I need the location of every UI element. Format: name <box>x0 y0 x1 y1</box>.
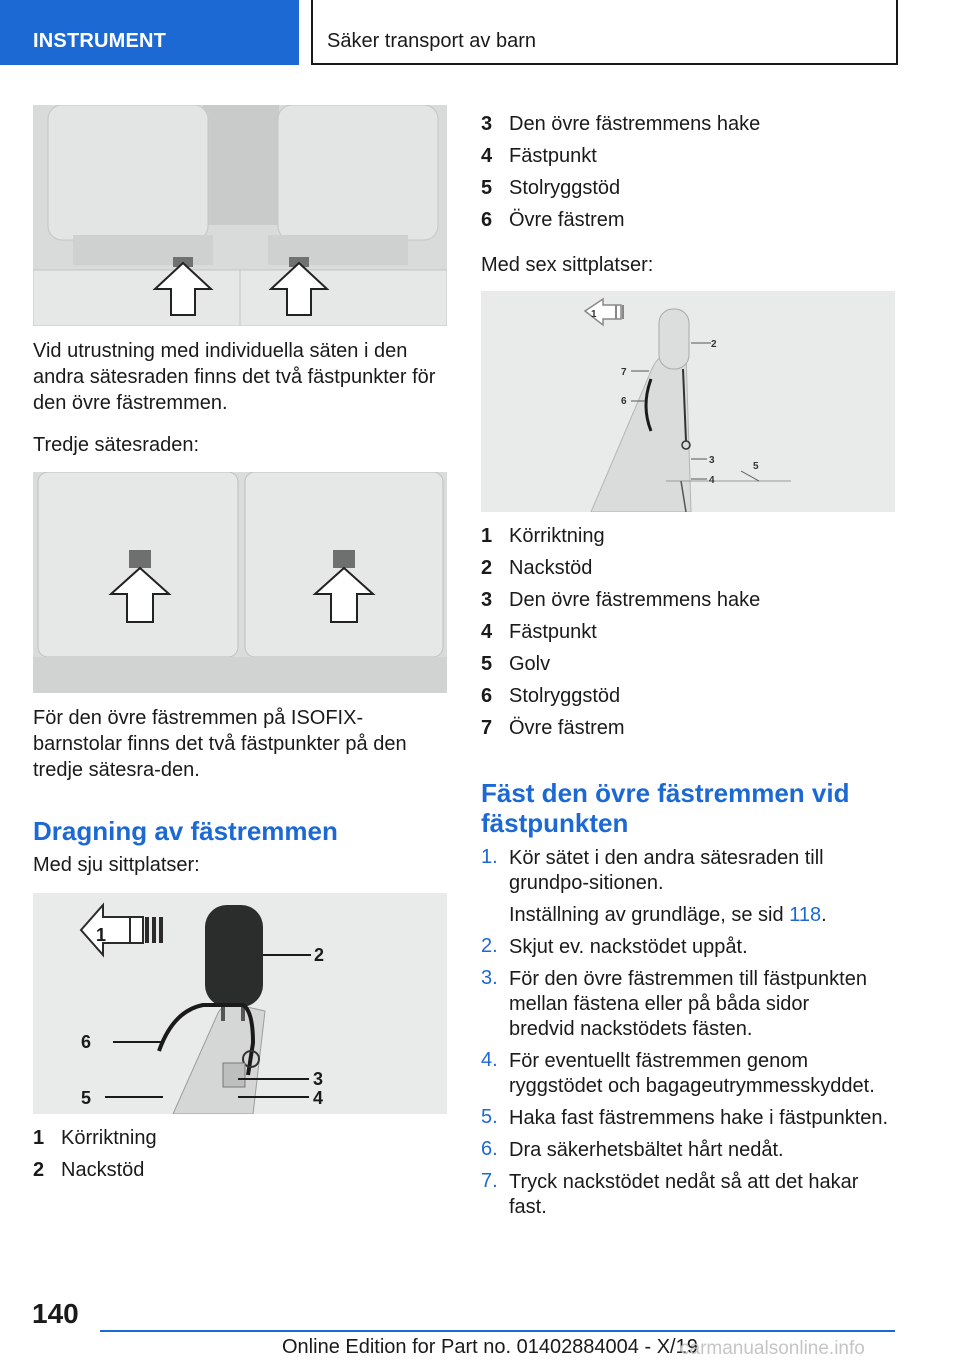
legend-number: 3 <box>481 589 493 611</box>
legend-label: Stolryggstöd <box>509 177 621 199</box>
step-1-note-text: Inställning av grundläge, se sid <box>509 904 790 926</box>
heading-attach: Fäst den övre fästremmen vid fästpunkten <box>481 778 850 838</box>
step-number: 5. <box>481 1106 498 1128</box>
fig6-label-6: 6 <box>621 396 627 407</box>
step-1-note <box>509 903 899 928</box>
legend-label: Fästpunkt <box>509 145 597 167</box>
legend-label: Nackstöd <box>509 557 593 579</box>
legend-label: Övre fästrem <box>509 209 625 231</box>
fig6-label-2: 2 <box>711 339 717 350</box>
legend-number: 6 <box>481 209 493 231</box>
footer-edition: Online Edition for Part no. 01402884004 - X/19 <box>282 1336 698 1358</box>
legend-number: 7 <box>481 717 493 739</box>
header-title-box <box>311 0 898 65</box>
step-number: 4. <box>481 1049 498 1071</box>
legend-number: 4 <box>481 145 493 167</box>
legend-number: 4 <box>481 621 493 643</box>
fig6-label-5: 5 <box>753 461 759 472</box>
step-text: Kör sätet i den andra sätesraden till grundpo-sitionen. <box>509 847 824 894</box>
legend-number: 1 <box>33 1127 45 1149</box>
figure-six-seats <box>481 291 895 512</box>
legend-number: 5 <box>481 177 493 199</box>
legend-number: 1 <box>481 525 493 547</box>
fig7-label-4: 4 <box>313 1088 324 1108</box>
step-number: 7. <box>481 1170 498 1192</box>
step-text: För eventuellt fästremmen genom ryggstödet och bagageutrymmesskyddet. <box>509 1050 875 1097</box>
step-1-note-end: . <box>821 904 827 926</box>
legend-number: 5 <box>481 653 493 675</box>
para-individual-seats: Vid utrustning med individuella säten i den andra sätesraden finns det två fästpunkter för den övre fästremmen. <box>33 340 436 414</box>
legend-label: Fästpunkt <box>509 621 597 643</box>
legend-label: Stolryggstöd <box>509 685 621 707</box>
header-section-tab <box>0 0 299 65</box>
legend-label: Den övre fästremmens hake <box>509 113 761 135</box>
fig7-label-3: 3 <box>313 1069 324 1089</box>
watermark: carmanualsonline.info <box>680 1338 865 1359</box>
fig7-label-2: 2 <box>314 945 325 965</box>
para-seven-seats: Med sju sittplatser: <box>33 854 200 876</box>
step-text: För den övre fästremmen till fästpunkten mellan fästena eller på båda sidor bredvid nackstödets fästen. <box>509 968 867 1040</box>
legend-label: Den övre fästremmens hake <box>509 589 761 611</box>
third-row-illustration <box>33 472 447 693</box>
legend-number: 3 <box>481 113 493 135</box>
legend-label: Nackstöd <box>61 1159 145 1181</box>
header-title: Säker transport av barn <box>327 30 536 52</box>
legend-number: 2 <box>33 1159 45 1181</box>
step-number: 6. <box>481 1138 498 1160</box>
header-section: INSTRUMENT <box>33 30 167 52</box>
second-row-seats-illustration <box>33 105 447 326</box>
step-text: Dra säkerhetsbältet hårt nedåt. <box>509 1139 784 1161</box>
six-seats-diagram <box>481 291 895 512</box>
para-six-seats: Med sex sittplatser: <box>481 254 654 276</box>
step-number: 2. <box>481 935 498 957</box>
fig7-label-1: 1 <box>96 925 107 945</box>
legend-number: 6 <box>481 685 493 707</box>
figure-second-row-seats <box>33 105 447 326</box>
figure-third-row <box>33 472 447 693</box>
step-text: Tryck nackstödet nedåt så att det hakar fast. <box>509 1171 859 1218</box>
legend-label: Övre fästrem <box>509 717 625 739</box>
legend-label: Golv <box>509 653 551 675</box>
step-number: 3. <box>481 967 498 989</box>
figure-seven-seats <box>33 893 447 1114</box>
heading-routing: Dragning av fästremmen <box>33 816 338 846</box>
legend-number: 2 <box>481 557 493 579</box>
step-text: Haka fast fästremmens hake i fästpunkten. <box>509 1107 889 1129</box>
fig7-label-5: 5 <box>81 1088 92 1108</box>
legend-label: Körriktning <box>509 525 605 547</box>
step-number: 1. <box>481 846 498 868</box>
footer-rule <box>100 1330 895 1332</box>
legend-label: Körriktning <box>61 1127 157 1149</box>
para-isofix: För den övre fästremmen på ISOFIX-barnstolar finns det två fästpunkter på den tredje sätesra-den. <box>33 707 407 781</box>
fig6-label-7: 7 <box>621 367 627 378</box>
page-number: 140 <box>32 1298 79 1329</box>
step-text: Skjut ev. nackstödet uppåt. <box>509 936 748 958</box>
page-link[interactable]: 118 <box>789 904 822 926</box>
para-third-row: Tredje sätesraden: <box>33 434 200 456</box>
fig6-label-3: 3 <box>709 455 715 466</box>
fig6-label-4: 4 <box>709 475 715 486</box>
seven-seats-diagram <box>33 893 447 1114</box>
fig7-label-6: 6 <box>81 1032 92 1052</box>
fig6-label-1: 1 <box>591 309 597 320</box>
